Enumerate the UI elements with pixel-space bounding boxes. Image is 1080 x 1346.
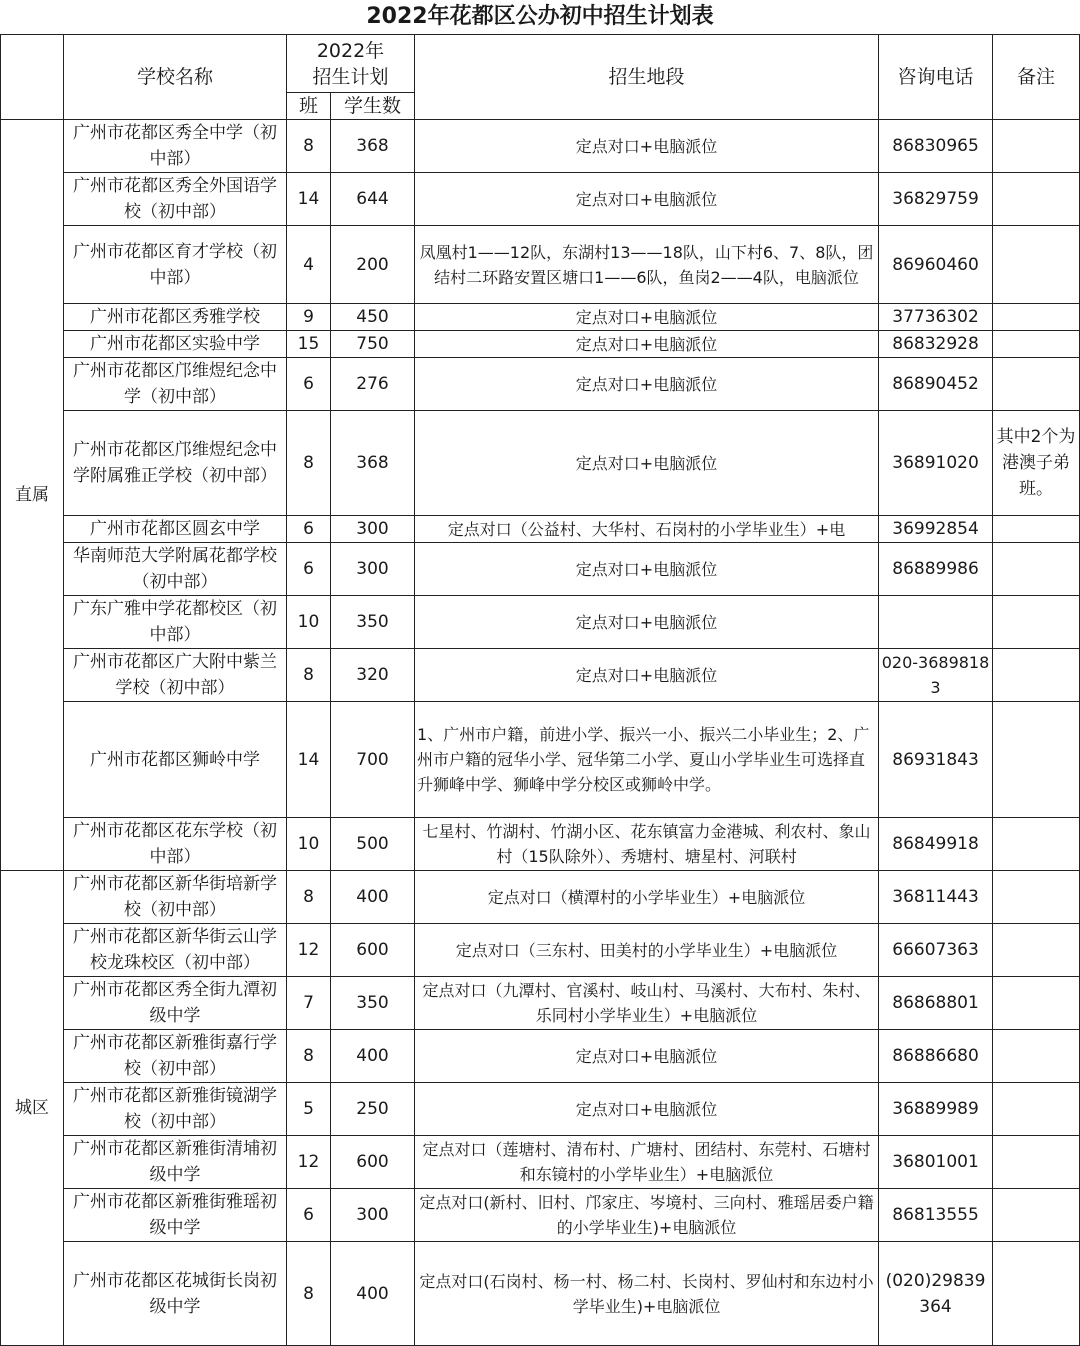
classes-cell: 15 bbox=[287, 331, 331, 358]
remark-cell bbox=[993, 543, 1080, 596]
school-name: 广州市花都区邝维煜纪念中学（初中部） bbox=[64, 358, 287, 411]
table-row bbox=[1, 596, 1080, 649]
classes-cell: 8 bbox=[287, 1030, 331, 1083]
area-cell: 凤凰村1——12队，东湖村13——18队，山下村6、7、8队，团结村二环路安置区塘口1——6队，鱼岗2——4队，电脑派位 bbox=[415, 226, 879, 304]
students-cell: 450 bbox=[331, 304, 415, 331]
students-cell: 400 bbox=[331, 1030, 415, 1083]
table-row bbox=[1, 871, 1080, 924]
students-cell: 700 bbox=[331, 702, 415, 818]
school-name: 广州市花都区新雅街雅瑶初级中学 bbox=[64, 1189, 287, 1242]
phone-cell: 37736302 bbox=[879, 304, 993, 331]
classes-cell: 8 bbox=[287, 120, 331, 173]
table-row bbox=[1, 1136, 1080, 1189]
students-cell: 276 bbox=[331, 358, 415, 411]
remark-cell bbox=[993, 1189, 1080, 1242]
phone-cell: 86886680 bbox=[879, 1030, 993, 1083]
students-cell: 400 bbox=[331, 1242, 415, 1346]
table-row bbox=[1, 331, 1080, 358]
table-row bbox=[1, 120, 1080, 173]
header-plan: 2022年 招生计划 bbox=[287, 35, 415, 93]
classes-cell: 6 bbox=[287, 1189, 331, 1242]
table-row bbox=[1, 226, 1080, 304]
phone-cell: 86890452 bbox=[879, 358, 993, 411]
classes-cell: 4 bbox=[287, 226, 331, 304]
school-name: 广州市花都区狮岭中学 bbox=[64, 702, 287, 818]
students-cell: 350 bbox=[331, 596, 415, 649]
students-cell: 500 bbox=[331, 818, 415, 871]
remark-cell: 其中2个为港澳子弟班。 bbox=[993, 411, 1080, 516]
phone-cell: 36801001 bbox=[879, 1136, 993, 1189]
phone-cell: 020-36898183 bbox=[879, 649, 993, 702]
phone-cell bbox=[879, 596, 993, 649]
area-cell: 定点对口+电脑派位 bbox=[415, 411, 879, 516]
table-title: 2022年花都区公办初中招生计划表 bbox=[366, 4, 714, 29]
classes-cell: 8 bbox=[287, 411, 331, 516]
students-cell: 368 bbox=[331, 120, 415, 173]
area-cell: 定点对口+电脑派位 bbox=[415, 649, 879, 702]
school-name: 广州市花都区邝维煜纪念中学附属雅正学校（初中部） bbox=[64, 411, 287, 516]
school-name: 广州市花都区新雅街清埔初级中学 bbox=[64, 1136, 287, 1189]
phone-cell: 86931843 bbox=[879, 702, 993, 818]
phone-cell: 86849918 bbox=[879, 818, 993, 871]
school-name: 广州市花都区新雅街嘉行学校（初中部） bbox=[64, 1030, 287, 1083]
school-name: 广州市花都区广大附中紫兰学校（初中部） bbox=[64, 649, 287, 702]
table-row bbox=[1, 1083, 1080, 1136]
header-classes: 班 bbox=[287, 93, 331, 120]
header-category bbox=[1, 35, 64, 120]
classes-cell: 6 bbox=[287, 358, 331, 411]
phone-cell: 36811443 bbox=[879, 871, 993, 924]
classes-cell: 12 bbox=[287, 1136, 331, 1189]
phone-cell: 86889986 bbox=[879, 543, 993, 596]
table-row bbox=[1, 1242, 1080, 1346]
area-cell: 定点对口+电脑派位 bbox=[415, 304, 879, 331]
remark-cell bbox=[993, 649, 1080, 702]
header-school-name: 学校名称 bbox=[64, 35, 287, 120]
phone-cell: 86830965 bbox=[879, 120, 993, 173]
classes-cell: 6 bbox=[287, 543, 331, 596]
phone-cell: (020)29839364 bbox=[879, 1242, 993, 1346]
classes-cell: 7 bbox=[287, 977, 331, 1030]
school-name: 广州市花都区新雅街镜湖学校（初中部） bbox=[64, 1083, 287, 1136]
area-cell: 定点对口+电脑派位 bbox=[415, 1083, 879, 1136]
students-cell: 350 bbox=[331, 977, 415, 1030]
students-cell: 750 bbox=[331, 331, 415, 358]
phone-cell: 36829759 bbox=[879, 173, 993, 226]
area-cell: 定点对口（莲塘村、清布村、广塘村、团结村、东莞村、石塘村和东镜村的小学毕业生）+电脑派位 bbox=[415, 1136, 879, 1189]
table-row bbox=[1, 977, 1080, 1030]
area-cell: 定点对口（横潭村的小学毕业生）+电脑派位 bbox=[415, 871, 879, 924]
classes-cell: 5 bbox=[287, 1083, 331, 1136]
classes-cell: 8 bbox=[287, 649, 331, 702]
students-cell: 300 bbox=[331, 1189, 415, 1242]
phone-cell: 36889989 bbox=[879, 1083, 993, 1136]
classes-cell: 9 bbox=[287, 304, 331, 331]
remark-cell bbox=[993, 331, 1080, 358]
category-cell: 直属 bbox=[1, 120, 64, 871]
header-area: 招生地段 bbox=[415, 35, 879, 120]
remark-cell bbox=[993, 516, 1080, 543]
table-row bbox=[1, 358, 1080, 411]
remark-cell bbox=[993, 358, 1080, 411]
remark-cell bbox=[993, 173, 1080, 226]
remark-cell bbox=[993, 1242, 1080, 1346]
header-students: 学生数 bbox=[331, 93, 415, 120]
area-cell: 定点对口+电脑派位 bbox=[415, 358, 879, 411]
remark-cell bbox=[993, 977, 1080, 1030]
remark-cell bbox=[993, 924, 1080, 977]
table-row bbox=[1, 818, 1080, 871]
students-cell: 400 bbox=[331, 871, 415, 924]
school-name: 广州市花都区新华街培新学校（初中部） bbox=[64, 871, 287, 924]
table-row bbox=[1, 543, 1080, 596]
category-cell: 城区 bbox=[1, 871, 64, 1346]
phone-cell: 86960460 bbox=[879, 226, 993, 304]
area-cell: 定点对口+电脑派位 bbox=[415, 596, 879, 649]
table-row bbox=[1, 304, 1080, 331]
remark-cell bbox=[993, 871, 1080, 924]
area-cell: 定点对口（公益村、大华村、石岗村的小学毕业生）+电 bbox=[415, 516, 879, 543]
school-name: 广东广雅中学花都校区（初中部） bbox=[64, 596, 287, 649]
phone-cell: 66607363 bbox=[879, 924, 993, 977]
phone-cell: 36992854 bbox=[879, 516, 993, 543]
area-cell: 定点对口+电脑派位 bbox=[415, 331, 879, 358]
classes-cell: 12 bbox=[287, 924, 331, 977]
classes-cell: 14 bbox=[287, 702, 331, 818]
area-cell: 定点对口+电脑派位 bbox=[415, 173, 879, 226]
area-cell: 定点对口(新村、旧村、邝家庄、岑境村、三向村、雅瑶居委户籍的小学毕业生)+电脑派位 bbox=[415, 1189, 879, 1242]
table-row bbox=[1, 702, 1080, 818]
students-cell: 368 bbox=[331, 411, 415, 516]
classes-cell: 10 bbox=[287, 818, 331, 871]
area-cell: 1、广州市户籍，前进小学、振兴一小、振兴二小毕业生；2、广州市户籍的冠华小学、冠华第二小学、夏山小学毕业生可选择直升狮峰中学、狮峰中学分校区或狮岭中学。 bbox=[415, 702, 879, 818]
school-name: 广州市花都区新华街云山学校龙珠校区（初中部） bbox=[64, 924, 287, 977]
area-cell: 定点对口(石岗村、杨一村、杨二村、长岗村、罗仙村和东边村小学毕业生)+电脑派位 bbox=[415, 1242, 879, 1346]
classes-cell: 8 bbox=[287, 1242, 331, 1346]
enrollment-plan-table bbox=[0, 34, 1080, 1346]
remark-cell bbox=[993, 702, 1080, 818]
school-name: 广州市花都区秀全街九潭初级中学 bbox=[64, 977, 287, 1030]
header-remark: 备注 bbox=[993, 35, 1080, 120]
classes-cell: 8 bbox=[287, 871, 331, 924]
school-name: 广州市花都区秀全中学（初中部） bbox=[64, 120, 287, 173]
classes-cell: 14 bbox=[287, 173, 331, 226]
remark-cell bbox=[993, 1083, 1080, 1136]
school-name: 华南师范大学附属花都学校（初中部） bbox=[64, 543, 287, 596]
table-row bbox=[1, 1189, 1080, 1242]
remark-cell bbox=[993, 1030, 1080, 1083]
students-cell: 600 bbox=[331, 924, 415, 977]
classes-cell: 6 bbox=[287, 516, 331, 543]
table-row bbox=[1, 411, 1080, 516]
table-row bbox=[1, 516, 1080, 543]
area-cell: 定点对口+电脑派位 bbox=[415, 1030, 879, 1083]
school-name: 广州市花都区实验中学 bbox=[64, 331, 287, 358]
school-name: 广州市花都区秀雅学校 bbox=[64, 304, 287, 331]
table-row bbox=[1, 173, 1080, 226]
phone-cell: 86832928 bbox=[879, 331, 993, 358]
students-cell: 600 bbox=[331, 1136, 415, 1189]
remark-cell bbox=[993, 596, 1080, 649]
students-cell: 644 bbox=[331, 173, 415, 226]
students-cell: 300 bbox=[331, 516, 415, 543]
table-row bbox=[1, 649, 1080, 702]
students-cell: 300 bbox=[331, 543, 415, 596]
school-name: 广州市花都区花东学校（初中部） bbox=[64, 818, 287, 871]
classes-cell: 10 bbox=[287, 596, 331, 649]
remark-cell bbox=[993, 226, 1080, 304]
phone-cell: 86813555 bbox=[879, 1189, 993, 1242]
area-cell: 七星村、竹湖村、竹湖小区、花东镇富力金港城、利农村、象山村（15队除外）、秀塘村、塘星村、河联村 bbox=[415, 818, 879, 871]
students-cell: 200 bbox=[331, 226, 415, 304]
table-row bbox=[1, 1030, 1080, 1083]
phone-cell: 36891020 bbox=[879, 411, 993, 516]
remark-cell bbox=[993, 818, 1080, 871]
area-cell: 定点对口（三东村、田美村的小学毕业生）+电脑派位 bbox=[415, 924, 879, 977]
header-phone: 咨询电话 bbox=[879, 35, 993, 120]
school-name: 广州市花都区秀全外国语学校（初中部） bbox=[64, 173, 287, 226]
table-row bbox=[1, 924, 1080, 977]
remark-cell bbox=[993, 304, 1080, 331]
phone-cell: 86868801 bbox=[879, 977, 993, 1030]
area-cell: 定点对口+电脑派位 bbox=[415, 543, 879, 596]
area-cell: 定点对口+电脑派位 bbox=[415, 120, 879, 173]
school-name: 广州市花都区圆玄中学 bbox=[64, 516, 287, 543]
area-cell: 定点对口（九潭村、官溪村、岐山村、马溪村、大布村、朱村、乐同村小学毕业生）+电脑派位 bbox=[415, 977, 879, 1030]
students-cell: 320 bbox=[331, 649, 415, 702]
school-name: 广州市花都区花城街长岗初级中学 bbox=[64, 1242, 287, 1346]
students-cell: 250 bbox=[331, 1083, 415, 1136]
remark-cell bbox=[993, 120, 1080, 173]
school-name: 广州市花都区育才学校（初中部） bbox=[64, 226, 287, 304]
remark-cell bbox=[993, 1136, 1080, 1189]
